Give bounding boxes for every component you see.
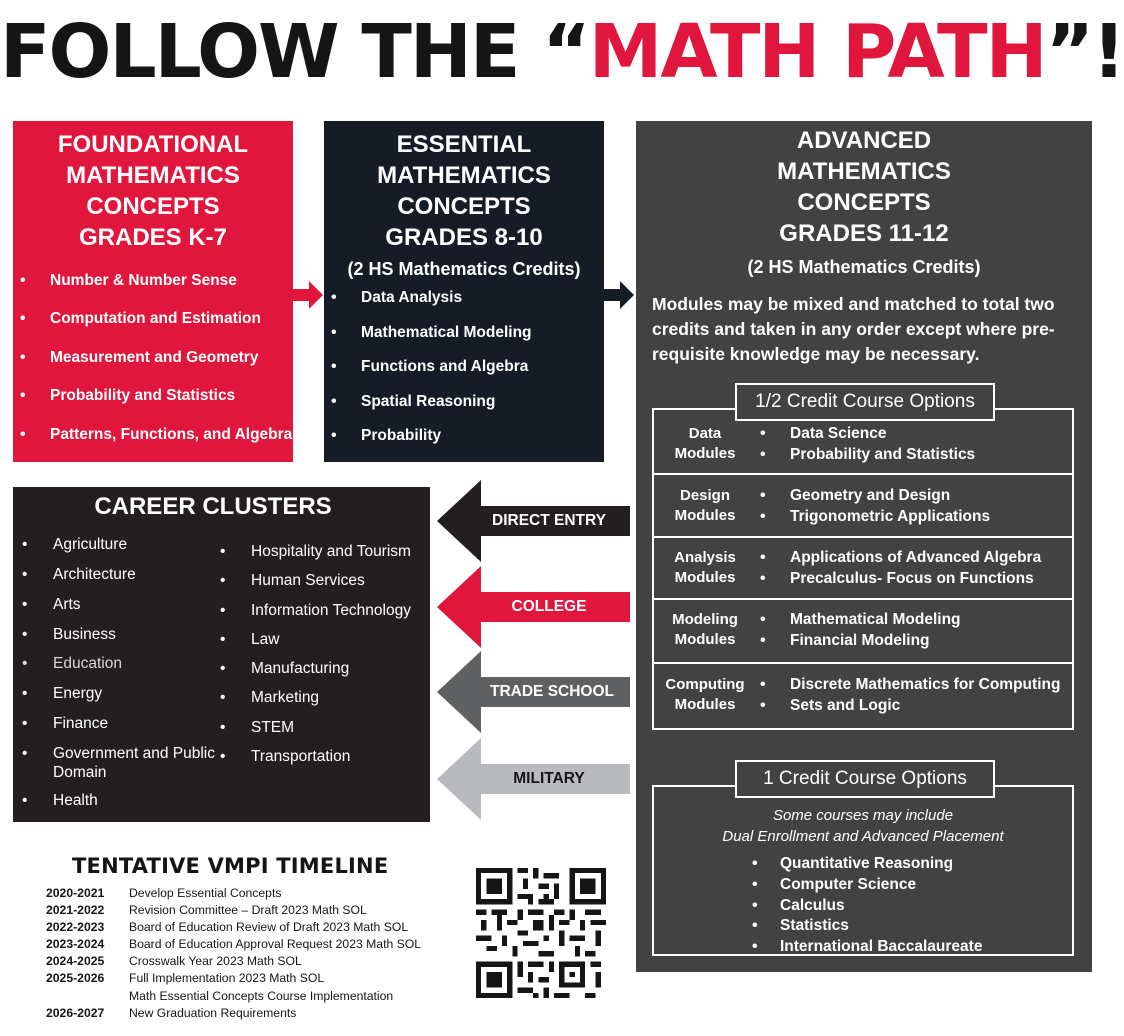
timeline-text: Revision Committee – Draft 2023 Math SOL — [129, 903, 367, 918]
timeline-row — [46, 885, 466, 902]
list-item: • Computer Science — [780, 875, 1070, 896]
career-list-left — [53, 535, 218, 811]
module-row-computing — [652, 664, 1074, 730]
module-row-modeling — [652, 600, 1074, 664]
list-item: • Transportation — [251, 747, 416, 767]
list-item: • Agriculture — [53, 535, 218, 555]
list-item: • Architecture — [53, 565, 218, 585]
one-credit-note-line: Dual Enrollment and Advanced Placement — [722, 828, 1004, 845]
list-item: • Measurement and Geometry — [50, 348, 293, 386]
module-label-line: Modules — [674, 569, 736, 586]
list-item: • Government and Public Domain — [53, 744, 218, 782]
timeline-text: Develop Essential Concepts — [129, 886, 282, 900]
list-item: • Finance — [53, 714, 218, 734]
timeline-year: 2023-2024 — [46, 937, 105, 952]
pathway-direct-entry: DIRECT ENTRY — [492, 512, 606, 529]
career-clusters-title: CAREER CLUSTERS — [94, 493, 332, 520]
essential-list — [361, 288, 604, 461]
foundational-title-line: MATHEMATICS — [66, 162, 240, 189]
advanced-title-line: ADVANCED — [796, 127, 932, 154]
arrow-right-icon — [603, 278, 637, 312]
module-label — [652, 424, 758, 464]
title-highlight: MATH PATH — [588, 9, 1046, 95]
list-item: • Probability — [361, 426, 604, 461]
list-item: • Mathematical Modeling — [790, 610, 1080, 631]
list-item: • Statistics — [780, 916, 1070, 937]
module-label-line: Design — [679, 487, 730, 504]
timeline-text: New Graduation Requirements — [129, 1005, 297, 1020]
timeline-row — [46, 1005, 466, 1022]
module-label-line: Modules — [674, 507, 736, 524]
timeline-row — [46, 953, 466, 970]
module-label-line: Data — [688, 425, 722, 442]
essential-title-line: ESSENTIAL — [396, 131, 532, 158]
advanced-title-line: MATHEMATICS — [777, 158, 951, 185]
module-label-line: Modeling — [672, 611, 738, 628]
module-label-line: Analysis — [674, 549, 736, 566]
pathway-trade-school: TRADE SCHOOL — [490, 683, 614, 700]
module-label-line: Modules — [674, 631, 736, 648]
essential-title-line: CONCEPTS — [397, 193, 531, 220]
list-item: • Law — [251, 630, 416, 650]
module-label — [652, 548, 758, 588]
foundational-title — [13, 129, 293, 253]
timeline-text: Math Essential Concepts Course Implementation — [129, 988, 394, 1003]
timeline-row — [46, 988, 466, 1005]
list-item: • Spatial Reasoning — [361, 392, 604, 427]
timeline-year: 2020-2021 — [46, 886, 105, 900]
module-items — [790, 486, 1080, 527]
advanced-description: Modules may be mixed and matched to total two credits and taken in any order except where pre-requisite knowledge may be necessary. — [652, 294, 1055, 364]
module-label — [652, 610, 758, 650]
one-credit-note — [652, 805, 1074, 847]
list-item: • Computation and Estimation — [50, 309, 293, 347]
timeline-year — [46, 988, 129, 1005]
list-item: • Hospitality and Tourism — [251, 541, 416, 562]
advanced-credits: (2 HS Mathematics Credits) — [747, 257, 981, 277]
foundational-list — [50, 271, 293, 463]
module-label — [652, 486, 758, 526]
list-item: • Arts — [53, 595, 218, 615]
module-label-line: Modules — [674, 445, 736, 462]
title-prefix: FOLLOW THE “ — [0, 9, 589, 95]
timeline-row — [46, 970, 466, 987]
advanced-title — [636, 125, 1092, 249]
timeline-text: Crosswalk Year 2023 Math SOL — [129, 954, 302, 969]
module-items — [790, 424, 1080, 465]
arrow-right-icon — [292, 278, 326, 312]
list-item: • Education — [53, 654, 218, 674]
foundational-title-line: CONCEPTS — [86, 193, 220, 220]
pathway-military: MILITARY — [513, 770, 585, 787]
timeline-year: 2026-2027 — [46, 1005, 105, 1020]
timeline-year: 2022-2023 — [46, 920, 105, 935]
essential-title-line: MATHEMATICS — [377, 162, 551, 189]
career-list-right — [251, 541, 416, 767]
list-item: • Functions and Algebra — [361, 357, 604, 392]
list-item: • Data Analysis — [361, 288, 604, 323]
one-credit-note-line: Some courses may include — [772, 807, 954, 824]
list-item: • Geometry and Design — [790, 486, 1080, 507]
timeline-row — [46, 936, 466, 953]
list-item: • Discrete Mathematics for Computing — [790, 675, 1080, 696]
list-item: • STEM — [251, 718, 416, 738]
essential-box — [324, 121, 604, 462]
timeline-row — [46, 902, 466, 919]
essential-credits: (2 HS Mathematics Credits) — [347, 259, 581, 279]
foundational-title-line: GRADES K-7 — [78, 224, 228, 251]
list-item: • Probability and Statistics — [50, 386, 293, 424]
half-credit-label: 1/2 Credit Course Options — [735, 383, 995, 421]
list-item: • Business — [53, 625, 218, 645]
module-label-line: Computing — [665, 676, 745, 693]
list-item: • Quantitative Reasoning — [780, 854, 1070, 875]
essential-title — [324, 129, 604, 253]
list-item: • Human Services — [251, 571, 416, 591]
module-label — [652, 675, 758, 715]
list-item: • Trigonometric Applications — [790, 507, 1080, 528]
timeline-text: Board of Education Approval Request 2023 Math SOL — [129, 937, 422, 952]
list-item: • Patterns, Functions, and Algebra — [50, 425, 293, 463]
module-row-analysis — [652, 538, 1074, 600]
pathway-college: COLLEGE — [511, 598, 587, 615]
qr-code-icon[interactable] — [476, 868, 606, 998]
list-item: • Information Technology — [251, 600, 416, 621]
list-item: • International Baccalaureate — [780, 937, 1070, 958]
module-label-line: Modules — [674, 696, 736, 713]
list-item: • Energy — [53, 684, 218, 704]
list-item: • Number & Number Sense — [50, 271, 293, 309]
advanced-title-line: CONCEPTS — [797, 189, 931, 216]
module-items — [790, 675, 1080, 716]
timeline-year: 2024-2025 — [46, 954, 105, 969]
essential-title-line: GRADES 8-10 — [385, 224, 543, 251]
timeline-text: Full Implementation 2023 Math SOL — [129, 971, 325, 986]
page-title — [0, 9, 1124, 95]
list-item: • Manufacturing — [251, 659, 416, 679]
one-credit-list — [780, 854, 1070, 958]
module-items — [790, 548, 1080, 589]
timeline-title: TENTATIVE VMPI TIMELINE — [72, 854, 389, 878]
foundational-box — [13, 121, 293, 462]
timeline-text: Board of Education Review of Draft 2023 Math SOL — [129, 920, 409, 935]
module-items — [790, 610, 1080, 651]
list-item: • Mathematical Modeling — [361, 323, 604, 358]
list-item: • Health — [53, 791, 218, 811]
module-row-design — [652, 475, 1074, 538]
timeline-row — [46, 919, 466, 936]
list-item: • Precalculus- Focus on Functions — [790, 569, 1080, 590]
timeline-list — [46, 885, 466, 1022]
list-item: • Data Science — [790, 424, 1080, 445]
list-item: • Applications of Advanced Algebra — [790, 548, 1080, 569]
career-clusters-box — [13, 487, 430, 822]
advanced-title-line: GRADES 11-12 — [779, 220, 949, 247]
title-suffix: ”! — [1045, 9, 1124, 95]
list-item: • Calculus — [780, 896, 1070, 917]
list-item: • Probability and Statistics — [790, 445, 1080, 466]
timeline-year: 2021-2022 — [46, 903, 105, 918]
list-item: • Sets and Logic — [790, 696, 1080, 717]
list-item: • Financial Modeling — [790, 631, 1080, 652]
one-credit-label: 1 Credit Course Options — [735, 760, 995, 798]
list-item: • Marketing — [251, 688, 416, 708]
foundational-title-line: FOUNDATIONAL — [57, 131, 249, 158]
timeline-year: 2025-2026 — [46, 971, 105, 986]
